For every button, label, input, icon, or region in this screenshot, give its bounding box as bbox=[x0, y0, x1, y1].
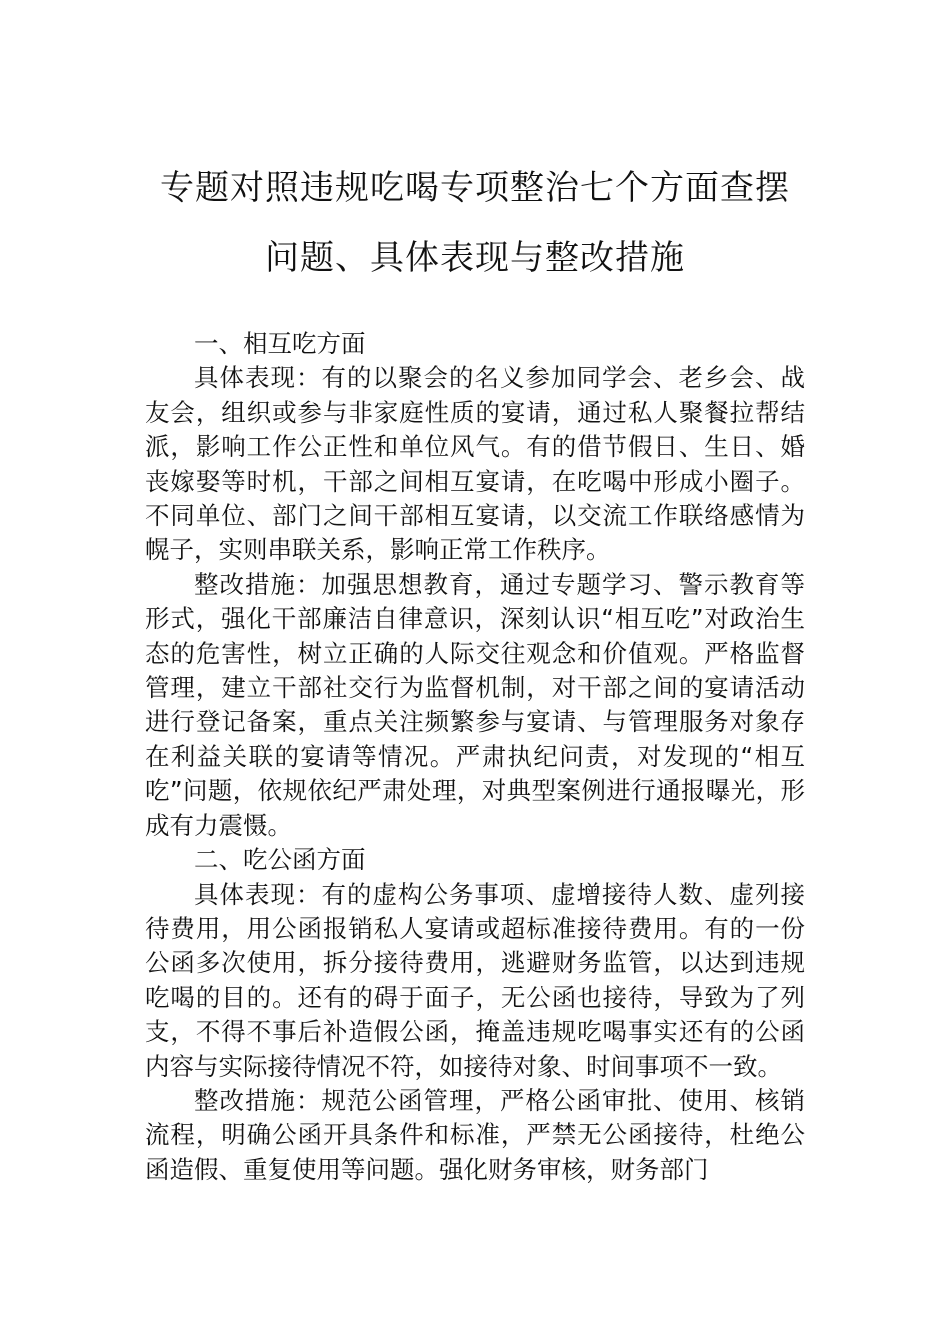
document-body bbox=[145, 327, 805, 1187]
document-title-line-2: 问题、具体表现与整改措施 bbox=[265, 238, 685, 278]
section-measures-paragraph: 整改措施：加强思想教育，通过专题学习、警示教育等形式，强化干部廉洁自律意识，深刻认识“相互吃”对政治生态的危害性，树立正确的人际交往观念和价值观。严格监督管理，建立干部社交行为监督机制，对干部之间的宴请活动进行登记备案，重点关注频繁参与宴请、与管理服务对象存在利益关联的宴请等情况。严肃执纪问责，对发现的“相互吃”问题，依规依纪严肃处理，对典型案例进行通报曝光，形成有力震慑。 bbox=[145, 569, 805, 840]
document-title-line-1: 专题对照违规吃喝专项整治七个方面查摆 bbox=[160, 168, 790, 208]
section-measures-paragraph: 整改措施：规范公函管理，严格公函审批、使用、核销流程，明确公函开具条件和标准，严禁无公函接待，杜绝公函造假、重复使用等问题。强化财务审核，财务部门 bbox=[145, 1085, 805, 1184]
section-performance-paragraph: 具体表现：有的虚构公务事项、虚增接待人数、虚列接待费用，用公函报销私人宴请或超标准接待费用。有的一份公函多次使用，拆分接待费用，逃避财务监管，以达到违规吃喝的目的。还有的碍于面子，无公函也接待，导致为了列支，不得不事后补造假公函，掩盖违规吃喝事实还有的公函内容与实际接待情况不符，如接待对象、时间事项不一致。 bbox=[145, 879, 805, 1081]
section-heading: 二、吃公函方面 bbox=[194, 845, 366, 875]
section-performance-paragraph: 具体表现：有的以聚会的名义参加同学会、老乡会、战友会，组织或参与非家庭性质的宴请，通过私人聚餐拉帮结派，影响工作公正性和单位风气。有的借节假日、生日、婚丧嫁娶等时机，干部之间相互宴请，在吃喝中形成小圈子。不同单位、部门之间干部相互宴请，以交流工作联络感情为幌子，实则串联关系，影响正常工作秩序。 bbox=[145, 363, 805, 565]
section-heading: 一、相互吃方面 bbox=[194, 329, 366, 358]
